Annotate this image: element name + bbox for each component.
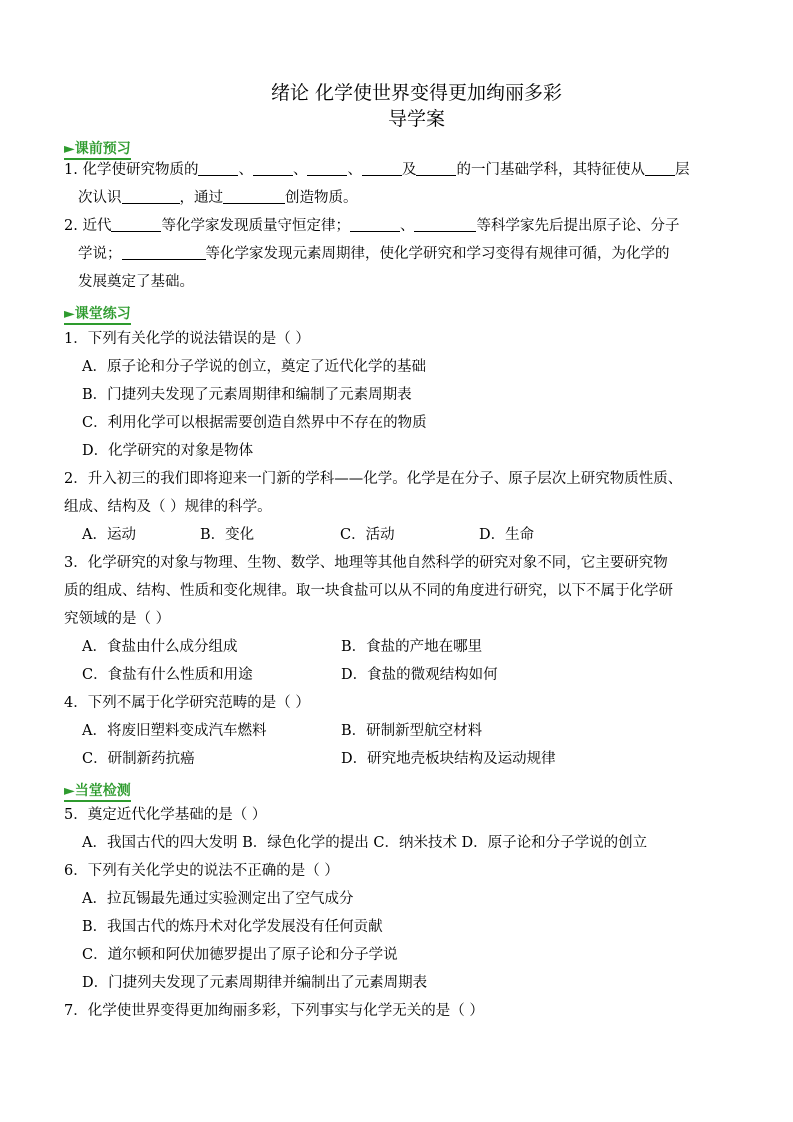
check-question-7: 7．化学使世界变得更加绚丽多彩，下列事实与化学无关的是（ ） <box>64 1003 484 1019</box>
practice-q4-option-b[interactable]: B．研制新型航空材料 <box>341 723 483 739</box>
fill-blank[interactable] <box>416 161 456 176</box>
preview-question-2-line-2: 学说； 等化学家发现元素周期律，使化学研究和学习变得有规律可循，为化学的 <box>78 246 670 262</box>
fill-blank[interactable] <box>414 217 476 232</box>
preview-question-1-line-2: 次认识 ，通过 创造物质。 <box>78 190 358 206</box>
preview-question-1-line-1: 1. 化学使研究物质的 、 、 、 及 的一门基础学科，其特征使从 层 <box>64 162 690 178</box>
section-heading-preview: ►课前预习 <box>64 141 131 160</box>
check-question-5: 5．奠定近代化学基础的是（ ） <box>64 807 267 823</box>
practice-q3-option-d[interactable]: D．食盐的微观结构如何 <box>341 667 498 683</box>
practice-q3-option-c[interactable]: C．食盐有什么性质和用途 <box>82 667 253 683</box>
page-title: 绪论 化学使世界变得更加绚丽多彩 <box>270 82 563 104</box>
practice-q1-option-c[interactable]: C．利用化学可以根据需要创造自然界中不存在的物质 <box>82 415 427 431</box>
fill-blank[interactable] <box>223 189 285 204</box>
practice-q1-option-a[interactable]: A．原子论和分子学说的创立，奠定了近代化学的基础 <box>82 359 426 375</box>
practice-question-3-line-3: 究领域的是（ ） <box>64 611 171 627</box>
section-heading-check: ►当堂检测 <box>64 783 131 802</box>
practice-q2-option-a[interactable]: A．运动 <box>82 527 136 543</box>
preview-question-2-line-1: 2. 近代 等化学家发现质量守恒定律； 、 等科学家先后提出原子论、分子 <box>64 218 680 234</box>
fill-blank[interactable] <box>122 245 206 260</box>
practice-question-3-line-2: 质的组成、结构、性质和变化规律。取一块食盐可以从不同的角度进行研究，以下不属于化学研 <box>64 583 673 599</box>
section-heading-practice: ►课堂练习 <box>64 306 131 325</box>
practice-q4-option-d[interactable]: D．研究地壳板块结构及运动规律 <box>341 751 556 767</box>
practice-q2-option-d[interactable]: D．生命 <box>479 527 535 543</box>
practice-q4-option-c[interactable]: C．研制新药抗癌 <box>82 751 195 767</box>
fill-blank[interactable] <box>198 161 238 176</box>
practice-question-4: 4．下列不属于化学研究范畴的是（ ） <box>64 695 310 711</box>
check-question-6: 6．下列有关化学史的说法不正确的是（ ） <box>64 863 339 879</box>
fill-blank[interactable] <box>307 161 347 176</box>
fill-blank[interactable] <box>122 189 180 204</box>
practice-question-2-line-2: 组成、结构及（ ）规律的科学。 <box>64 499 272 515</box>
fill-blank[interactable] <box>350 217 400 232</box>
check-q6-option-c[interactable]: C．道尔顿和阿伏加德罗提出了原子论和分子学说 <box>82 947 398 963</box>
practice-q3-option-a[interactable]: A．食盐由什么成分组成 <box>82 639 238 655</box>
practice-q3-option-b[interactable]: B．食盐的产地在哪里 <box>341 639 483 655</box>
check-q5-options[interactable]: A．我国古代的四大发明 B．绿色化学的提出 C．纳米技术 D．原子论和分子学说的创立 <box>82 835 648 851</box>
check-q6-option-b[interactable]: B．我国古代的炼丹术对化学发展没有任何贡献 <box>82 919 383 935</box>
page-subtitle: 导学案 <box>387 108 445 130</box>
check-q6-option-d[interactable]: D．门捷列夫发现了元素周期律并编制出了元素周期表 <box>82 975 428 991</box>
practice-q2-option-c[interactable]: C．活动 <box>340 527 395 543</box>
fill-blank[interactable] <box>645 161 675 176</box>
check-q6-option-a[interactable]: A．拉瓦锡最先通过实验测定出了空气成分 <box>82 891 354 907</box>
fill-blank[interactable] <box>253 161 293 176</box>
fill-blank[interactable] <box>362 161 402 176</box>
practice-question-2-line-1: 2．升入初三的我们即将迎来一门新的学科——化学。化学是在分子、原子层次上研究物质性质、 <box>64 471 683 487</box>
fill-blank[interactable] <box>111 217 161 232</box>
practice-q1-option-d[interactable]: D．化学研究的对象是物体 <box>82 443 254 459</box>
preview-question-2-line-3: 发展奠定了基础。 <box>78 274 194 290</box>
practice-q2-option-b[interactable]: B．变化 <box>200 527 255 543</box>
practice-q4-option-a[interactable]: A．将废旧塑料变成汽车燃料 <box>82 723 267 739</box>
practice-question-1: 1．下列有关化学的说法错误的是（ ） <box>64 331 310 347</box>
practice-q1-option-b[interactable]: B．门捷列夫发现了元素周期律和编制了元素周期表 <box>82 387 412 403</box>
practice-question-3-line-1: 3．化学研究的对象与物理、生物、数学、地理等其他自然科学的研究对象不同，它主要研究物 <box>64 555 668 571</box>
